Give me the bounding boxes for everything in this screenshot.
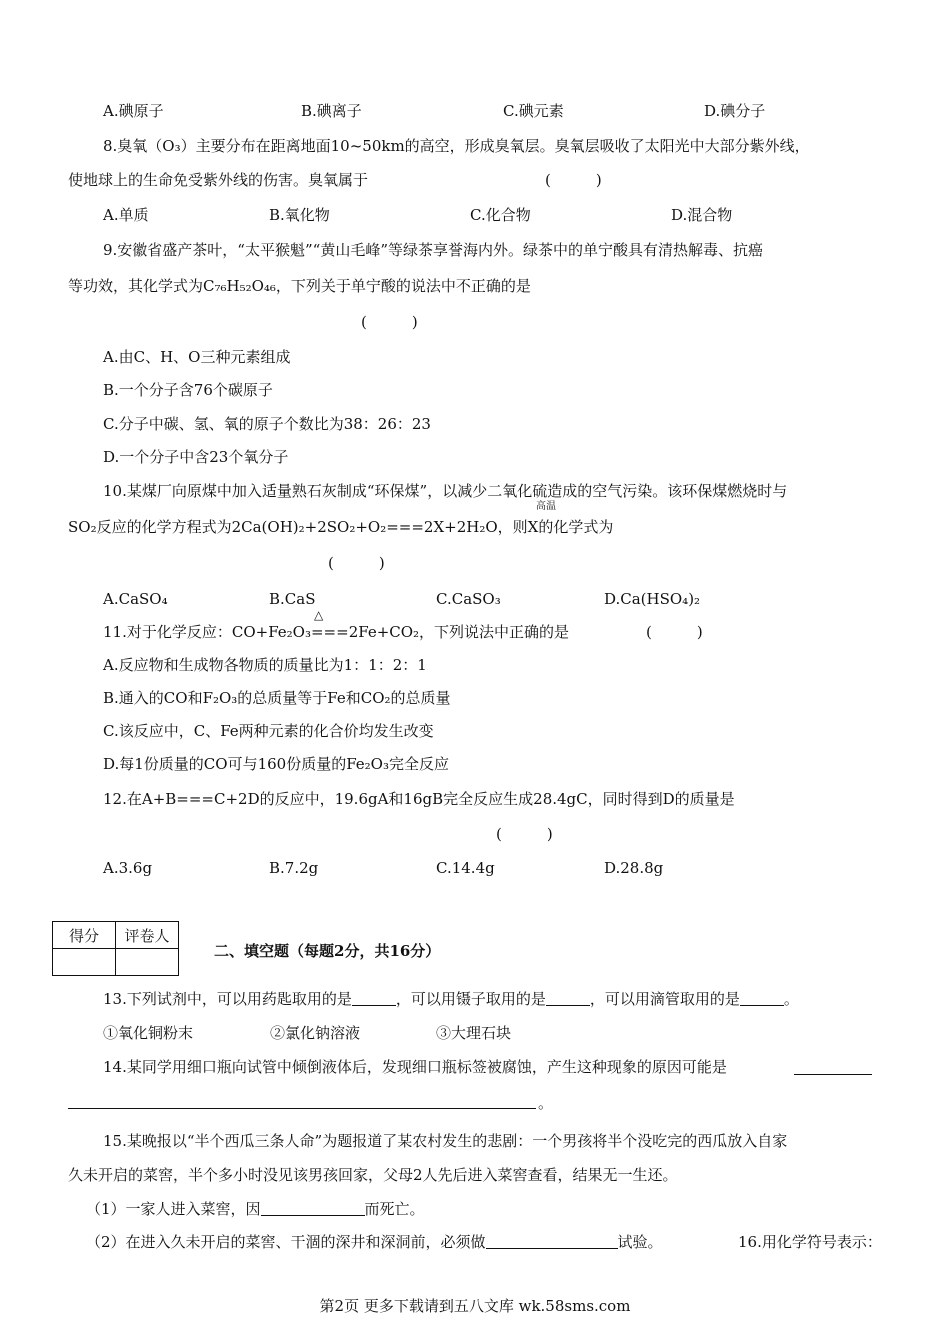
q9-option-a: A.由C、H、O三种元素组成 — [103, 348, 291, 366]
q7-option-d: D.碘分子 — [704, 102, 766, 120]
score-cell[interactable] — [53, 949, 116, 976]
q9-option-c: C.分子中碳、氢、氧的原子个数比为38：26：23 — [103, 415, 431, 433]
q10-reaction-condition: 高温 — [536, 501, 556, 512]
q14-blank-1[interactable] — [794, 1074, 872, 1075]
q14-blank-2[interactable] — [68, 1108, 536, 1109]
q10-line1: 10.某煤厂向原煤中加入适量熟石灰制成“环保煤”，以减少二氧化硫造成的空气污染。该环保煤燃烧时与 — [103, 482, 788, 500]
q11-answer-paren: ( ) — [646, 623, 703, 641]
q11-option-d: D.每1份质量的CO可与160份质量的Fe₂O₃完全反应 — [103, 755, 449, 773]
score-table — [52, 921, 179, 976]
q14-line1: 14.某同学用细口瓶向试管中倾倒液体后，发现细口瓶标签被腐蚀，产生这种现象的原因可能是 — [103, 1058, 727, 1076]
q10-option-b: B.CaS — [269, 590, 316, 608]
q16-heading: 16.用化学符号表示： — [738, 1233, 882, 1251]
q15-sub1-text-b: 而死亡。 — [364, 1200, 425, 1218]
score-header: 得分 — [53, 922, 116, 949]
section2-title: 二、填空题（每题2分，共16分） — [214, 942, 441, 960]
q8-option-c: C.化合物 — [470, 206, 531, 224]
q12-answer-paren: ( ) — [496, 825, 553, 843]
q10-line2: SO₂反应的化学方程式为2Ca(OH)₂+2SO₂+O₂===2X+2H₂O，则X的化学式为 — [68, 518, 614, 536]
page-footer: 第2页 更多下载请到五八文库 wk.58sms.com — [319, 1297, 631, 1315]
q15-sub2 — [86, 1232, 663, 1252]
q13-blank-3[interactable] — [740, 989, 784, 1006]
q13-text-a: 13.下列试剂中，可以用药匙取用的是 — [103, 990, 352, 1008]
q12-option-d: D.28.8g — [604, 859, 664, 877]
q11-option-b: B.通入的CO和F₂O₃的总质量等于Fe和CO₂的总质量 — [103, 689, 451, 707]
q12-option-a: A.3.6g — [103, 859, 153, 877]
q11-option-c: C.该反应中，C、Fe两种元素的化合价均发生改变 — [103, 722, 434, 740]
q11-line1: 11.对于化学反应：CO+Fe₂O₃===2Fe+CO₂，下列说法中正确的是 — [103, 623, 570, 641]
q11-reaction-condition: △ — [314, 608, 324, 622]
q15-sub1 — [86, 1199, 425, 1219]
q15-sub1-text-a: （1）一家人进入菜窖，因 — [86, 1200, 261, 1218]
q15-line2: 久未开启的菜窖，半个多小时没见该男孩回家，父母2人先后进入菜窖查看，结果无一生还。 — [68, 1166, 678, 1184]
q10-option-d: D.Ca(HSO₄)₂ — [604, 590, 701, 608]
q10-option-a: A.CaSO₄ — [103, 590, 168, 608]
q15-blank-2[interactable] — [486, 1232, 618, 1249]
q11-option-a: A.反应物和生成物各物质的质量比为1：1：2：1 — [103, 656, 427, 674]
q13-item-2: ②氯化钠溶液 — [270, 1024, 361, 1042]
q8-option-d: D.混合物 — [671, 206, 733, 224]
q13-blank-2[interactable] — [546, 989, 590, 1006]
q7-option-a: A.碘原子 — [103, 102, 164, 120]
q15-sub2-text-a: （2）在进入久未开启的菜窖、干涸的深井和深洞前，必须做 — [86, 1233, 486, 1251]
q14-end: 。 — [538, 1094, 554, 1112]
q12-option-b: B.7.2g — [269, 859, 319, 877]
q10-answer-paren: ( ) — [328, 554, 385, 572]
q8-line1: 8.臭氧（O₃）主要分布在距离地面10~50km的高空，形成臭氧层。臭氧层吸收了太阳光中大部分紫外线， — [103, 137, 810, 155]
q13-text-b: ，可以用镊子取用的是 — [395, 990, 546, 1008]
q15-line1: 15.某晚报以“半个西瓜三条人命”为题报道了某农村发生的悲剧：一个男孩将半个没吃完的西瓜放入自家 — [103, 1132, 788, 1150]
q9-line2: 等功效，其化学式为C₇₆H₅₂O₄₆，下列关于单宁酸的说法中不正确的是 — [68, 277, 531, 295]
q13-blank-1[interactable] — [352, 989, 396, 1006]
q13-item-3: ③大理石块 — [436, 1024, 512, 1042]
q8-option-b: B.氧化物 — [269, 206, 330, 224]
q9-option-b: B.一个分子含76个碳原子 — [103, 381, 273, 399]
grader-header: 评卷人 — [116, 922, 179, 949]
q8-line2: 使地球上的生命免受紫外线的伤害。臭氧属于 — [68, 171, 369, 189]
q12-option-c: C.14.4g — [436, 859, 495, 877]
grader-cell[interactable] — [116, 949, 179, 976]
q15-blank-1[interactable] — [261, 1199, 365, 1216]
q9-option-d: D.一个分子中含23个氧分子 — [103, 448, 289, 466]
q12-line1: 12.在A+B===C+2D的反应中，19.6gA和16gB完全反应生成28.4gC，同时得到D的质量是 — [103, 790, 735, 808]
q8-answer-paren: ( ) — [545, 171, 602, 189]
q7-option-b: B.碘离子 — [301, 102, 362, 120]
q13-text-end: 。 — [783, 990, 799, 1008]
q7-option-c: C.碘元素 — [503, 102, 564, 120]
q15-sub2-text-b: 试验。 — [617, 1233, 663, 1251]
q13-item-1: ①氧化铜粉末 — [103, 1024, 194, 1042]
q9-line1: 9.安徽省盛产茶叶，“太平猴魁”“黄山毛峰”等绿茶享誉海内外。绿茶中的单宁酸具有清热解毒、抗癌 — [103, 241, 763, 259]
q13-line — [103, 989, 799, 1009]
q8-option-a: A.单质 — [103, 206, 149, 224]
q13-text-c: ，可以用滴管取用的是 — [589, 990, 740, 1008]
q9-answer-paren: ( ) — [361, 313, 418, 331]
q10-option-c: C.CaSO₃ — [436, 590, 501, 608]
